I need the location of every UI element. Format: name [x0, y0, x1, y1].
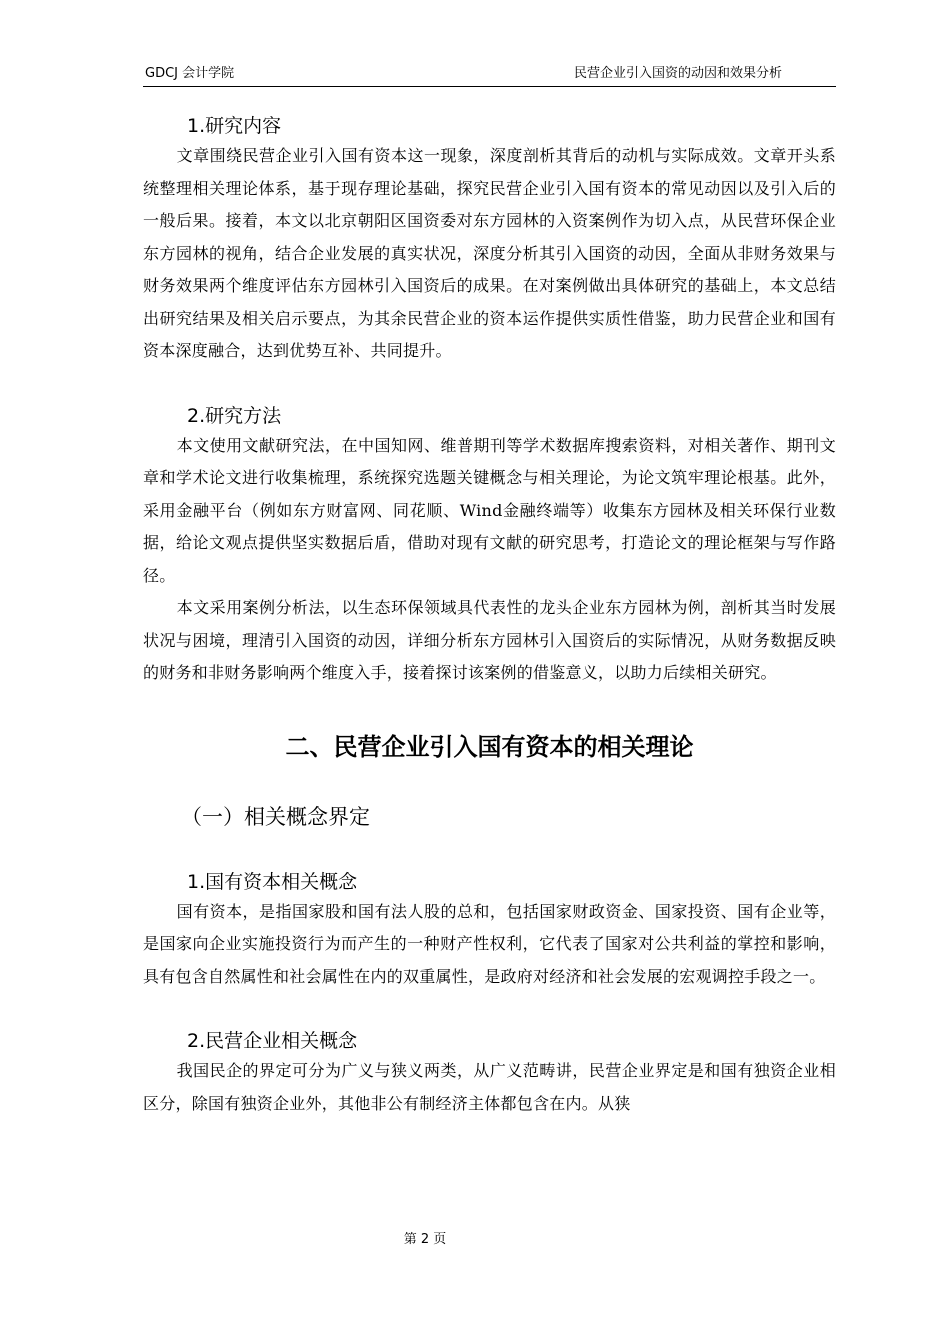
section-title-concepts: （一）相关概念界定 — [181, 804, 370, 829]
page-body — [143, 112, 836, 1120]
state-capital-paragraph: 国有资本，是指国家股和国有法人股的总和，包括国家财政资金、国家投资、国有企业等，是国家向企业实施投资行为而产生的一种财产性权利，它代表了国家对公共利益的掌控和影响，具有包含自然属性和社会属性在内的双重属性，是政府对经济和社会发展的宏观调控手段之一。 — [143, 901, 836, 986]
private-enterprise-heading: 2.民营企业相关概念 — [187, 1030, 358, 1052]
page-footer — [0, 1230, 950, 1250]
research-method-paragraph-1: 本文使用文献研究法，在中国知网、维普期刊等学术数据库搜索资料，对相关著作、期刊文章和学术论文进行收集梳理，系统探究选题关键概念与相关理论，为论文筑牢理论根基。此外，采用金融平台（例如东方财富网、同花顺、Wind金融终端等）收集东方园林及相关环保行业数据，给论文观点提供坚实数据后盾，借助对现有文献的研究思考，打造论文的理论框架与写作路径。 — [143, 435, 836, 585]
spacer — [143, 764, 836, 802]
research-content-paragraph: 文章围绕民营企业引入国有资本这一现象，深度剖析其背后的动机与实际成效。文章开头系统整理相关理论体系，基于现存理论基础，探究民营企业引入国有资本的常见动因以及引入后的一般后果。接着，本文以北京朝阳区国资委对东方园林的入资案例作为切入点，从民营环保企业东方园林的视角，结合企业发展的真实状况，深度分析其引入国资的动因，全面从非财务效果与财务效果两个维度评估东方园林引入国资后的成果。在对案例做出具体研究的基础上，本文总结出研究结果及相关启示要点，为其余民营企业的资本运作提供实质性借鉴，助力民营企业和国有资本深度融合，达到优势互补、共同提升。 — [143, 146, 836, 360]
chapter-title: 二、民营企业引入国有资本的相关理论 — [285, 732, 694, 761]
header-thesis-title: 民营企业引入国资的动因和效果分析 — [573, 66, 782, 81]
state-capital-heading: 1.国有资本相关概念 — [187, 870, 358, 893]
spacer — [143, 832, 836, 868]
spacer — [143, 368, 836, 402]
header-school: GDCJ 会计学院 — [145, 66, 235, 81]
research-content-heading: 1.研究内容 — [187, 115, 282, 137]
spacer — [143, 993, 836, 1027]
research-method-paragraph-2: 本文采用案例分析法，以生态环保领域具代表性的龙头企业东方园林为例，剖析其当时发展状况与困境，理清引入国资的动因，详细分析东方园林引入国资后的实际情况，从财务数据反映的财务和非财务影响两个维度入手，接着探讨该案例的借鉴意义，以助力后续相关研究。 — [143, 598, 836, 682]
private-enterprise-paragraph: 我国民企的界定可分为广义与狭义两类，从广义范畴讲，民营企业界定是和国有独资企业相区分，除国有独资企业外，其他非公有制经济主体都包含在内。从狭 — [143, 1061, 836, 1113]
header-divider — [143, 86, 836, 87]
page-number: 第 2 页 — [403, 1232, 447, 1247]
research-method-heading: 2.研究方法 — [187, 404, 282, 427]
spacer — [143, 690, 836, 730]
page-header — [143, 64, 836, 84]
